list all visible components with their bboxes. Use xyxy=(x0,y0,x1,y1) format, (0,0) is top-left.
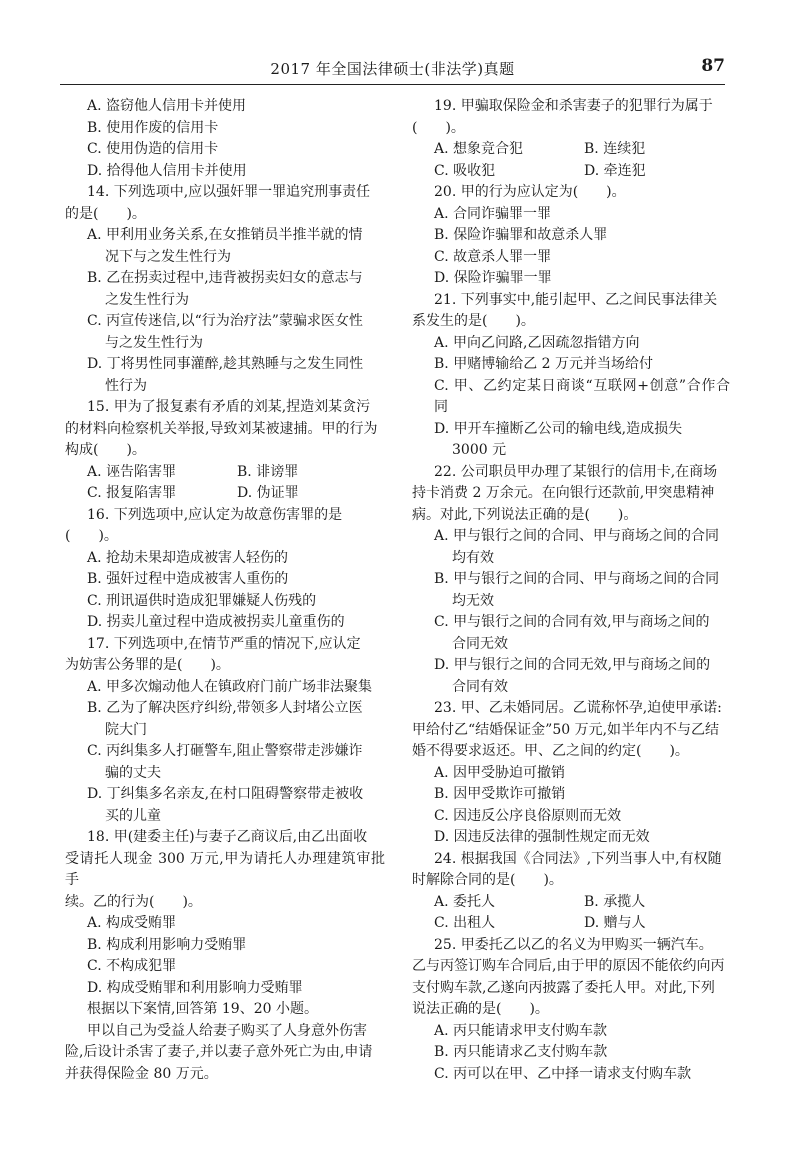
q16-stem-cont: ( )。 xyxy=(65,528,118,544)
q22-option-b-cont: 均无效 xyxy=(452,592,494,609)
q23-option-a: A. 因甲受胁迫可撤销 xyxy=(434,764,566,781)
page-header xyxy=(60,40,725,85)
case-text: 甲以自己为受益人给妻子购买了人身意外伤害 xyxy=(87,1022,367,1039)
q22-option-d: D. 甲与银行之间的合同无效,甲与商场之间的 xyxy=(434,657,711,673)
q21-option-d: D. 甲开车撞断乙公司的输电线,造成损失 xyxy=(434,420,683,437)
q21-option-d-cont: 3000 元 xyxy=(452,442,507,458)
header-title: 2017 年全国法律硕士(非法学)真题 xyxy=(270,60,515,78)
q15-stem-cont: 的材料向检察机关举报,导致刘某被逮捕。甲的行为 xyxy=(65,420,378,437)
q19-options-row1 xyxy=(412,139,730,161)
q21-option-c: C. 甲、乙约定某日商谈“互联网+创意”合作合同 xyxy=(434,377,730,415)
q24-options-row1 xyxy=(412,892,730,914)
q22-option-c: C. 甲与银行之间的合同有效,甲与商场之间的 xyxy=(434,614,710,630)
q23-option-b: B. 因甲受欺诈可撤销 xyxy=(434,786,566,802)
q17-option-c: C. 丙纠集多人打砸警车,阻止警察带走涉嫌诈 xyxy=(87,743,363,759)
q21-stem: 21. 下列事实中,能引起甲、乙之间民事法律关 xyxy=(434,291,718,308)
q23-stem: 23. 甲、乙未婚同居。乙谎称怀孕,迫使甲承诺: xyxy=(434,700,722,716)
q25-stem-cont: 乙与丙签订购车合同后,由于甲的原因不能依约向丙 xyxy=(412,958,725,974)
q25-stem-cont2: 支付购车款,乙遂向丙披露了委托人甲。对此,下列 xyxy=(412,979,715,996)
right-column xyxy=(412,96,730,1085)
q24-option-a: A. 委托人 xyxy=(434,893,496,910)
q14-option-b-cont: 之发生性行为 xyxy=(105,291,189,308)
case-text-cont2: 并获得保险金 80 万元。 xyxy=(65,1065,218,1082)
q15-options-row2 xyxy=(65,483,385,505)
q17-option-a: A. 甲多次煽动他人在镇政府门前广场非法聚集 xyxy=(87,678,373,695)
q16-option-a: A. 抢劫未果却造成被害人轻伤的 xyxy=(87,549,289,566)
q14-option-a-cont: 况下与之发生性行为 xyxy=(105,248,231,265)
q14-option-c: C. 丙宣传迷信,以“行为治疗法”蒙骗求医女性 xyxy=(87,313,363,329)
q22-option-a: A. 甲与银行之间的合同、甲与商场之间的合同 xyxy=(434,528,720,544)
q24-options-row2 xyxy=(412,913,730,935)
q24-stem-cont: 时解除合同的是( )。 xyxy=(412,872,563,888)
q25-stem-cont3: 说法正确的是( )。 xyxy=(412,1001,549,1017)
q23-option-c: C. 因违反公序良俗原则而无效 xyxy=(434,807,622,824)
q15-stem-cont2: 构成( )。 xyxy=(65,442,146,458)
q17-stem-cont: 为妨害公务罪的是( )。 xyxy=(65,657,230,673)
q19-stem: 19. 甲骗取保险金和杀害妻子的犯罪行为属于 xyxy=(434,98,713,114)
q22-stem-cont: 持卡消费 2 万余元。在向银行还款前,甲突患精神 xyxy=(412,485,715,501)
q16-option-d: D. 拐卖儿童过程中造成被拐卖儿童重伤的 xyxy=(87,614,345,630)
q18-option-c: C. 不构成犯罪 xyxy=(87,958,177,974)
q20-option-c: C. 故意杀人罪一罪 xyxy=(434,248,552,265)
q18-option-b: B. 构成利用影响力受贿罪 xyxy=(87,936,247,953)
q19-option-d: D. 牵连犯 xyxy=(584,162,646,179)
q14-option-b: B. 乙在拐卖过程中,违背被拐卖妇女的意志与 xyxy=(87,270,363,286)
case-intro: 根据以下案情,回答第 19、20 小题。 xyxy=(87,1001,318,1017)
q14-option-d-cont: 性行为 xyxy=(105,377,147,394)
q22-option-d-cont: 合同有效 xyxy=(452,678,508,695)
q17-option-c-cont: 骗的丈夫 xyxy=(105,764,161,781)
q14-stem-cont: 的是( )。 xyxy=(65,205,146,222)
q21-option-a: A. 甲向乙问路,乙因疏忽指错方向 xyxy=(434,334,640,351)
q14-option-d: D. 丁将男性同事灌醉,趁其熟睡与之发生同性 xyxy=(87,356,364,372)
q22-option-c-cont: 合同无效 xyxy=(452,635,508,652)
q23-stem-cont: 甲给付乙“结婚保证金”50 万元,如半年内不与乙结 xyxy=(412,721,720,738)
q15-option-d: D. 伪证罪 xyxy=(237,485,299,501)
q15-options-row1 xyxy=(65,462,385,484)
q21-option-b: B. 甲赌博输给乙 2 万元并当场给付 xyxy=(434,356,653,372)
q22-stem-cont2: 病。对此,下列说法正确的是( )。 xyxy=(412,506,638,523)
q15-stem: 15. 甲为了报复素有矛盾的刘某,捏造刘某贪污 xyxy=(87,399,371,415)
q19-options-row2 xyxy=(412,161,730,183)
q17-option-d: D. 丁纠集多名亲友,在村口阻碍警察带走被收 xyxy=(87,786,364,802)
q16-option-b: B. 强奸过程中造成被害人重伤的 xyxy=(87,571,289,587)
q23-stem-cont2: 婚不得要求返还。甲、乙之间的约定( )。 xyxy=(412,743,689,759)
q24-option-c: C. 出租人 xyxy=(434,915,496,931)
q18-stem-cont: 受请托人现金 300 万元,甲为请托人办理建筑审批手 xyxy=(65,850,385,888)
q13-option-d: D. 拾得他人信用卡并使用 xyxy=(87,162,247,179)
q13-option-c: C. 使用伪造的信用卡 xyxy=(87,141,219,157)
q24-stem: 24. 根据我国《合同法》,下列当事人中,有权随 xyxy=(434,850,722,867)
left-column xyxy=(65,96,385,1085)
q20-option-b: B. 保险诈骗罪和故意杀人罪 xyxy=(434,227,608,243)
q17-option-b: B. 乙为了解决医疗纠纷,带领多人封堵公立医 xyxy=(87,700,363,716)
q24-option-d: D. 赠与人 xyxy=(584,915,646,931)
q17-stem: 17. 下列选项中,在情节严重的情况下,应认定 xyxy=(87,635,361,652)
q14-option-a: A. 甲利用业务关系,在女推销员半推半就的情 xyxy=(87,227,363,243)
q25-option-b: B. 丙只能请求乙支付购车款 xyxy=(434,1044,608,1060)
q19-option-c: C. 吸收犯 xyxy=(434,162,496,179)
q15-option-a: A. 诬告陷害罪 xyxy=(87,463,177,480)
case-text-cont: 险,后设计杀害了妻子,并以妻子意外死亡为由,申请 xyxy=(65,1044,373,1060)
q19-stem-cont: ( )。 xyxy=(412,119,465,136)
q18-option-a: A. 构成受贿罪 xyxy=(87,915,177,931)
q17-option-b-cont: 院大门 xyxy=(105,721,147,738)
q25-option-c: C. 丙可以在甲、乙中择一请求支付购车款 xyxy=(434,1065,692,1082)
page-number: 87 xyxy=(701,56,725,76)
q19-option-a: A. 想象竞合犯 xyxy=(434,141,524,157)
q13-option-a: A. 盗窃他人信用卡并使用 xyxy=(87,98,247,114)
q19-option-b: B. 连续犯 xyxy=(584,141,646,157)
q18-stem-cont2: 续。乙的行为( )。 xyxy=(65,893,202,910)
q18-stem: 18. 甲(建委主任)与妻子乙商议后,由乙出面收 xyxy=(87,829,368,845)
q23-option-d: D. 因违反法律的强制性规定而无效 xyxy=(434,829,650,845)
q16-stem: 16. 下列选项中,应认定为故意伤害罪的是 xyxy=(87,506,343,523)
q25-stem: 25. 甲委托乙以乙的名义为甲购买一辆汽车。 xyxy=(434,936,713,953)
q16-option-c: C. 刑讯逼供时造成犯罪嫌疑人伤残的 xyxy=(87,592,317,609)
q18-option-d: D. 构成受贿罪和利用影响力受贿罪 xyxy=(87,979,303,996)
q20-stem: 20. 甲的行为应认定为( )。 xyxy=(434,184,626,200)
q25-option-a: A. 丙只能请求甲支付购车款 xyxy=(434,1022,608,1039)
q15-option-b: B. 诽谤罪 xyxy=(237,463,299,480)
q15-option-c: C. 报复陷害罪 xyxy=(87,485,177,501)
q14-option-c-cont: 与之发生性行为 xyxy=(105,334,203,351)
q17-option-d-cont: 买的儿童 xyxy=(105,807,161,824)
q22-option-b: B. 甲与银行之间的合同、甲与商场之间的合同 xyxy=(434,571,720,587)
q14-stem: 14. 下列选项中,应以强奸罪一罪追究刑事责任 xyxy=(87,184,371,200)
q21-stem-cont: 系发生的是( )。 xyxy=(412,313,535,329)
q20-option-d: D. 保险诈骗罪一罪 xyxy=(434,270,552,286)
q24-option-b: B. 承揽人 xyxy=(584,893,646,910)
q20-option-a: A. 合同诈骗罪一罪 xyxy=(434,205,552,222)
q22-stem: 22. 公司职员甲办理了某银行的信用卡,在商场 xyxy=(434,463,718,480)
q13-option-b: B. 使用作废的信用卡 xyxy=(87,119,219,136)
q22-option-a-cont: 均有效 xyxy=(452,549,494,566)
